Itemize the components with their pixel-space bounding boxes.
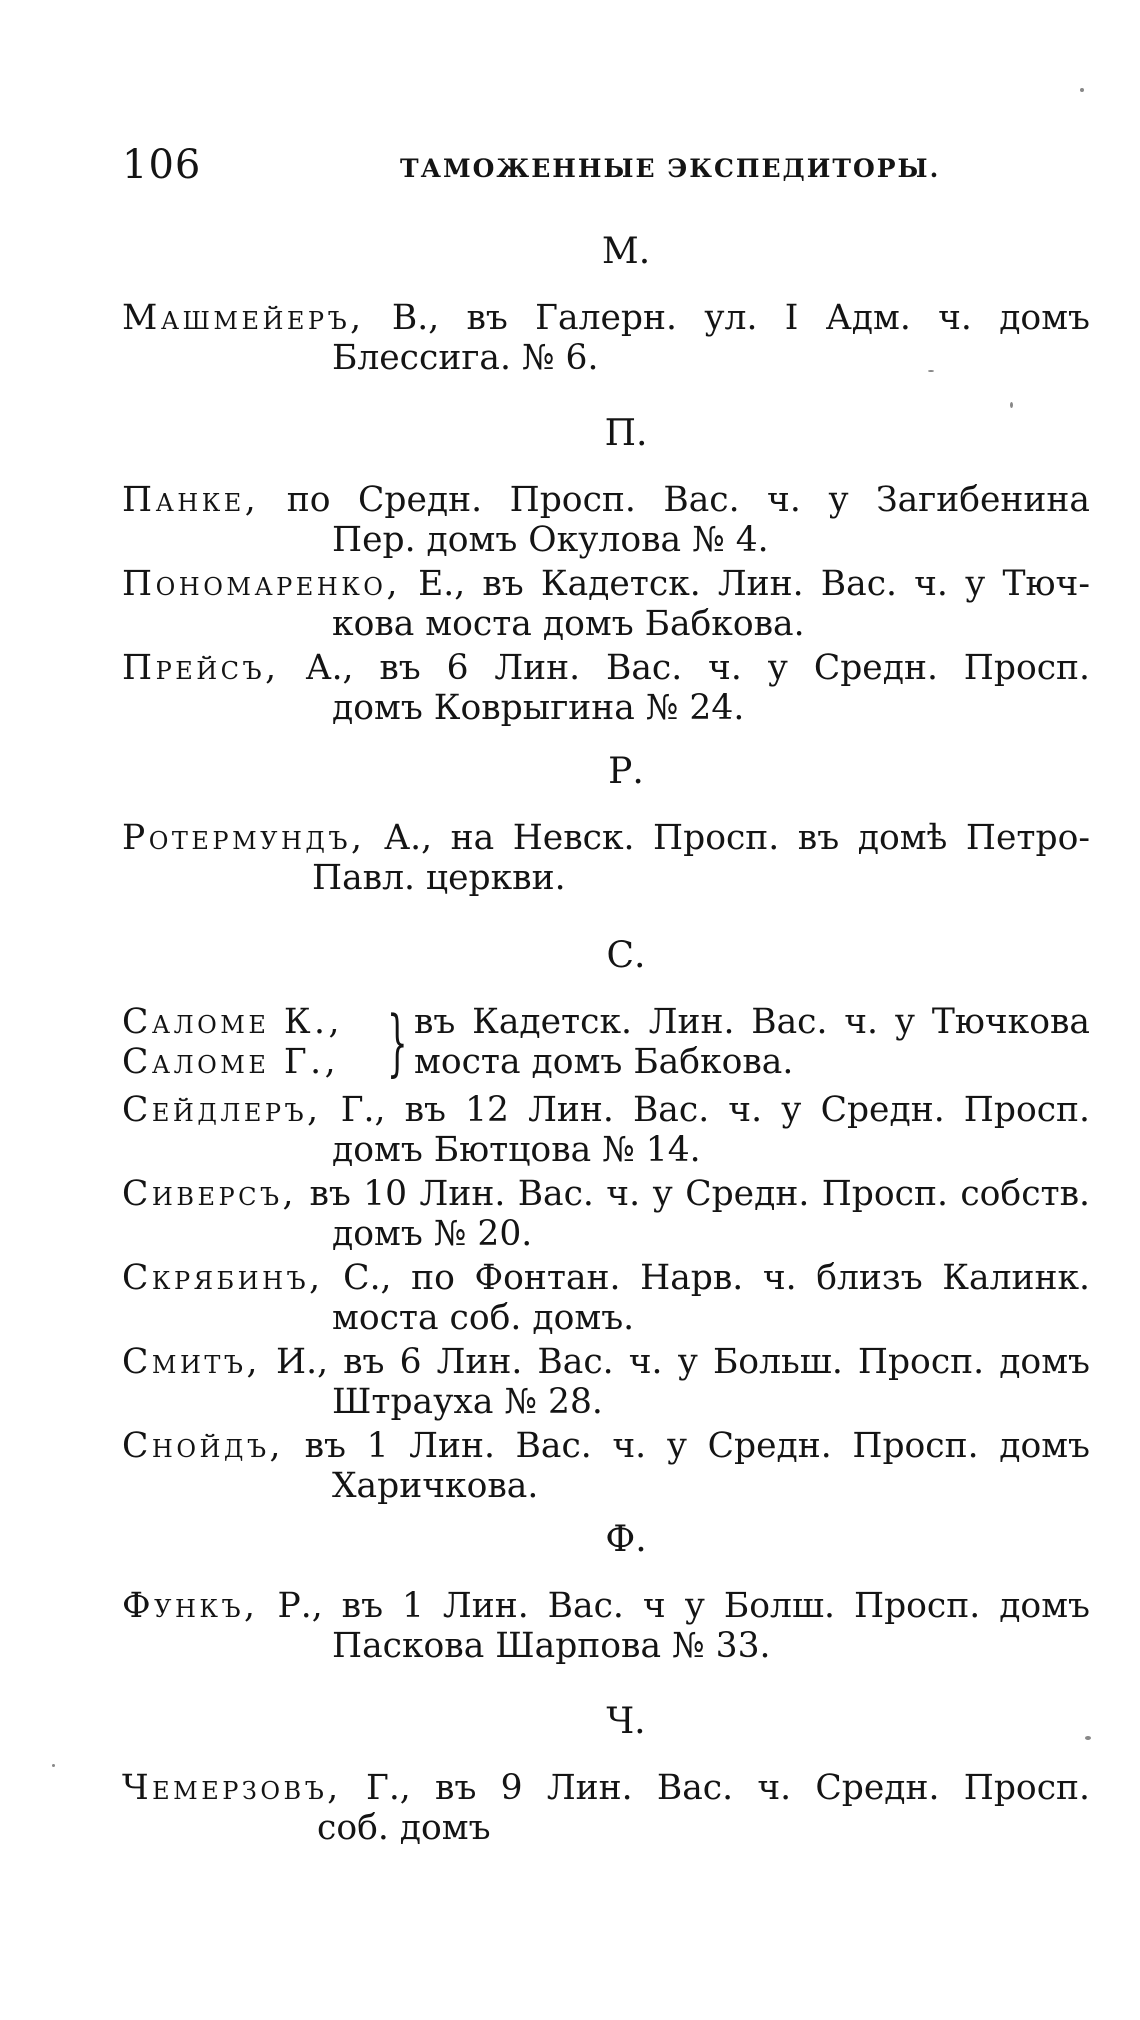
- entry-mashmeyer: [122, 298, 1090, 378]
- entry-address-line2: Блессига. № 6.: [332, 338, 599, 378]
- brace-glyph: }: [387, 1000, 408, 1084]
- entry-name: Машмейеръ,: [122, 298, 365, 338]
- entry-preis: [122, 648, 1090, 728]
- section-letter: М.: [601, 231, 651, 272]
- entry-name: Ротермундъ,: [122, 818, 366, 858]
- entry-address-line2: Павл. церкви.: [312, 858, 566, 898]
- entry-name: Функъ,: [122, 1586, 259, 1626]
- entry-address-line2: моста соб. домъ.: [332, 1298, 635, 1338]
- entry-funk: [122, 1586, 1090, 1666]
- entry-skryabin: [122, 1258, 1090, 1338]
- page-header: [122, 142, 1090, 192]
- entry-ponomarenko: [122, 564, 1090, 644]
- entry-name: Пономаренко,: [122, 564, 401, 604]
- entry-snoid: [122, 1426, 1090, 1506]
- page-number: 106: [122, 142, 202, 188]
- entry-address-line1: И., въ 6 Лин. Вас. ч. у Больш. Просп. домъ: [276, 1342, 1090, 1382]
- entry-rotermund: [122, 818, 1090, 898]
- entry-address-line2: Штрауха № 28.: [332, 1382, 603, 1422]
- entry-address-line2: домъ Бютцова № 14.: [332, 1130, 701, 1170]
- entry-name: Смитъ,: [122, 1342, 261, 1382]
- entry-address-line2: Харичкова.: [332, 1466, 539, 1506]
- entry-panke: [122, 480, 1090, 560]
- entry-address-line2: моста домъ Бабкова.: [414, 1042, 794, 1082]
- section-letter: Р.: [608, 751, 644, 792]
- entry-name: Скрябинъ,: [122, 1258, 324, 1298]
- entry-address-line1: въ 10 Лин. Вас. ч. у Средн. Просп. собств.: [309, 1174, 1091, 1214]
- entry-sivers: [122, 1174, 1090, 1254]
- entry-name: Панке,: [122, 480, 260, 520]
- entry-name: Сейдлеръ,: [122, 1090, 322, 1130]
- entry-name: Саломе Г.,: [122, 1042, 340, 1082]
- section-letter: П.: [604, 413, 648, 454]
- entry-address-line2: кова моста домъ Бабкова.: [332, 604, 805, 644]
- entry-name: Снойдъ,: [122, 1426, 284, 1466]
- entry-address-line1: въ 1 Лин. Вас. ч. у Средн. Просп. домъ: [304, 1426, 1091, 1466]
- entry-address-line2: Паскова Шарпова № 33.: [332, 1626, 771, 1666]
- entry-address-line1: С., по Фонтан. Нарв. ч. близъ Калинк.: [343, 1258, 1090, 1298]
- section-p: [122, 412, 1090, 732]
- paper-speck: [1080, 88, 1084, 92]
- section-letter: Ч.: [606, 1701, 646, 1742]
- entry-address-line1: въ Кадетск. Лин. Вас. ч. у Тючкова: [414, 1002, 1090, 1042]
- section-letter: Ф.: [605, 1519, 647, 1560]
- entry-address-line2: домъ Коврыгина № 24.: [332, 688, 745, 728]
- paper-speck: [928, 370, 934, 372]
- entry-name: Саломе К.,: [122, 1002, 343, 1042]
- entry-address-line2: домъ № 20.: [332, 1214, 533, 1254]
- entry-chemerzov: [122, 1768, 1090, 1848]
- entry-seidler: [122, 1090, 1090, 1170]
- entry-address-line1: Е., въ Кадетск. Лин. Вас. ч. у Тюч-: [418, 564, 1091, 604]
- entry-address-line1: А., въ 6 Лин. Вас. ч. у Средн. Просп.: [305, 648, 1090, 688]
- section-letter: С.: [606, 935, 646, 976]
- entry-address-line1: по Средн. Просп. Вас. ч. у Загибенина: [286, 480, 1090, 520]
- entry-address-line1: В., въ Галерн. ул. I Адм. ч. домъ: [391, 298, 1090, 338]
- running-title: ТАМОЖЕННЫЕ ЭКСПЕДИТОРЫ.: [400, 154, 941, 183]
- section-f: [122, 1518, 1090, 1670]
- entry-salome-pair: [122, 1002, 1090, 1086]
- section-r: [122, 750, 1090, 902]
- paper-speck: [52, 1764, 55, 1767]
- entry-name: Сиверсъ,: [122, 1174, 298, 1214]
- entry-address-line1: Г., въ 12 Лин. Вас. ч. у Средн. Просп.: [340, 1090, 1091, 1130]
- paper-speck: [1085, 1736, 1091, 1740]
- entry-smit: [122, 1342, 1090, 1422]
- section-ch: [122, 1700, 1090, 1852]
- entry-address-line1: Г., въ 9 Лин. Вас. ч. Средн. Просп.: [366, 1768, 1090, 1808]
- section-s: [122, 934, 1090, 1510]
- paper-speck: [1010, 402, 1013, 408]
- entry-address-line1: Р., въ 1 Лин. Вас. ч у Болш. Просп. домъ: [277, 1586, 1090, 1626]
- entry-address-line1: А., на Невск. Просп. въ домѣ Петро-: [384, 818, 1090, 858]
- entry-address-line2: соб. домъ: [317, 1808, 491, 1848]
- entry-address-line2: Пер. домъ Окулова № 4.: [332, 520, 769, 560]
- entry-name: Чемерзовъ,: [122, 1768, 342, 1808]
- section-m: [122, 230, 1090, 382]
- entry-name: Прейсъ,: [122, 648, 280, 688]
